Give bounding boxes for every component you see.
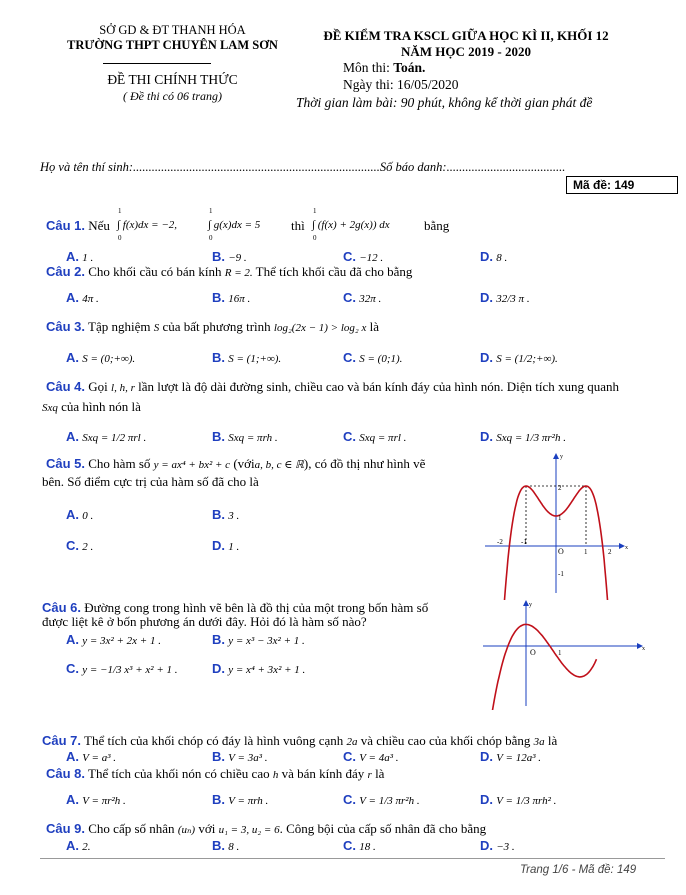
- q3-math: S: [153, 322, 160, 334]
- option-text: V = a³ .: [82, 752, 116, 764]
- option-letter: C.: [66, 661, 79, 676]
- candidate-id-label: Số báo danh:: [379, 160, 447, 174]
- q3-text-3: là: [369, 319, 379, 334]
- y-axis-label: y: [529, 602, 532, 608]
- q4-math: l, h, r: [111, 382, 135, 394]
- q1-lim-top-3: 1: [313, 207, 317, 215]
- exam-title: ĐỀ KIỂM TRA KSCL GIỮA HỌC KÌ II, KHỐI 12: [323, 28, 609, 43]
- option-letter: B.: [212, 507, 225, 522]
- q5-option-c[interactable]: [66, 538, 93, 554]
- option-letter: B.: [212, 249, 225, 264]
- q5-text: Cho hàm số: [88, 456, 151, 471]
- question-1: [46, 218, 110, 234]
- candidate-name-label: Họ và tên thí sinh:: [40, 160, 134, 174]
- question-2: [46, 264, 412, 280]
- q2-option-c[interactable]: [343, 290, 381, 306]
- q9-option-b[interactable]: [212, 838, 239, 854]
- q9-text: Cho cấp số nhân: [88, 821, 175, 836]
- q8-text: Thể tích của khối nón có chiều cao: [88, 766, 270, 781]
- q4-text-3: của hình nón là: [61, 399, 141, 414]
- q7-math: 2a: [346, 736, 358, 748]
- x-axis-label: x: [625, 545, 628, 551]
- department: SỞ GD & ĐT THANH HÓA: [99, 23, 246, 37]
- q7-option-a[interactable]: [66, 749, 116, 765]
- option-letter: A.: [66, 632, 79, 647]
- q7-option-b[interactable]: [212, 749, 268, 765]
- option-letter: C.: [343, 249, 356, 264]
- q1-text-a: Nếu: [88, 218, 110, 233]
- q3-option-c[interactable]: [343, 350, 402, 366]
- y-tick-neg1: -1: [558, 570, 564, 578]
- option-text: 2 .: [82, 541, 94, 553]
- exam-date: Ngày thi: 16/05/2020: [343, 77, 459, 92]
- q1-lim-bot-1: 0: [118, 234, 122, 242]
- q7-option-c[interactable]: [343, 749, 399, 765]
- q4-option-a[interactable]: [66, 429, 146, 445]
- option-letter: A.: [66, 838, 79, 853]
- option-text: y = −1/3 x³ + x² + 1 .: [82, 664, 178, 676]
- option-text: S = (0;+∞).: [82, 353, 136, 365]
- origin-label: O: [558, 547, 564, 556]
- q9-math-2: u₁ = 3, u₂ = 6: [218, 824, 280, 836]
- q1-text-b: thì: [291, 218, 305, 233]
- option-letter: D.: [480, 838, 493, 853]
- q5-option-a[interactable]: [66, 507, 93, 523]
- question-4-line-2: [42, 399, 141, 415]
- q3-option-d[interactable]: [480, 350, 558, 366]
- q6-text: Đường cong trong hình vẽ bên là đồ thị của một trong bốn hàm số: [84, 600, 429, 615]
- q5-math: y = ax⁴ + bx² + c: [153, 459, 231, 471]
- q1-option-d[interactable]: [480, 249, 507, 265]
- option-text: 32π .: [359, 293, 382, 305]
- q7-text-3: là: [547, 733, 558, 748]
- option-letter: B.: [212, 632, 225, 647]
- q5-option-b[interactable]: [212, 507, 239, 523]
- candidate-line: [40, 160, 565, 175]
- q1-integral-3: ∫ (f(x) + 2g(x)) dx: [312, 219, 390, 231]
- option-letter: C.: [343, 350, 356, 365]
- subject-label: Môn thi:: [343, 60, 390, 75]
- option-text: S = (0;1).: [359, 353, 403, 365]
- y-axis-label: y: [560, 454, 563, 460]
- option-letter: D.: [212, 661, 225, 676]
- q6-number: Câu 6.: [42, 600, 82, 615]
- q1-option-c[interactable]: [343, 249, 383, 265]
- q4-option-d[interactable]: [480, 429, 566, 445]
- q1-option-a[interactable]: [66, 249, 93, 265]
- option-text: 8 .: [496, 252, 508, 264]
- q9-math: (uₙ): [177, 824, 196, 836]
- q7-math-2: 3a: [533, 736, 545, 748]
- footer-rule: [40, 858, 665, 859]
- option-text: Sxq = 1/3 πr²h .: [496, 432, 566, 444]
- question-3: [46, 319, 379, 335]
- q2-number: Câu 2.: [46, 264, 86, 279]
- q7-option-d[interactable]: [480, 749, 541, 765]
- option-letter: A.: [66, 792, 79, 807]
- q9-option-a[interactable]: [66, 838, 91, 854]
- school-name: TRƯỜNG THPT CHUYÊN LAM SƠN: [67, 38, 278, 52]
- option-letter: D.: [480, 749, 493, 764]
- q3-text: Tập nghiệm: [88, 319, 151, 334]
- exam-code: Mã đề: 149: [573, 178, 635, 192]
- option-text: Sxq = πrl .: [359, 432, 407, 444]
- x-tick-1: 1: [558, 649, 562, 657]
- q6-option-d[interactable]: [212, 661, 305, 677]
- q6-graph: [478, 598, 648, 710]
- q4-math-2: Sxq: [42, 402, 58, 414]
- question-5: [46, 456, 425, 472]
- option-letter: B.: [212, 792, 225, 807]
- x-tick-neg1: -1: [521, 538, 527, 546]
- option-letter: A.: [66, 249, 79, 264]
- option-letter: A.: [66, 429, 79, 444]
- q4-option-c[interactable]: [343, 429, 406, 445]
- q1-lim-top-1: 1: [118, 207, 122, 215]
- q6-option-c[interactable]: [66, 661, 178, 677]
- question-8: [46, 766, 384, 782]
- option-text: Sxq = πrh .: [228, 432, 278, 444]
- q8-number: Câu 8.: [46, 766, 86, 781]
- question-9: [46, 821, 486, 837]
- option-letter: B.: [212, 749, 225, 764]
- q9-text-3: . Công bội của cấp số nhân đã cho bằng: [279, 821, 487, 836]
- q8-option-d[interactable]: [480, 792, 556, 808]
- option-letter: A.: [66, 749, 79, 764]
- x-axis-label: x: [642, 646, 645, 652]
- option-letter: D.: [480, 249, 493, 264]
- option-text: −12 .: [359, 252, 384, 264]
- q4-number: Câu 4.: [46, 379, 86, 394]
- option-text: V = 1/3 πrh² .: [496, 795, 557, 807]
- option-letter: B.: [212, 290, 225, 305]
- option-text: 0 .: [82, 510, 94, 522]
- option-text: 4π .: [82, 293, 99, 305]
- q1-lim-bot-3: 0: [313, 234, 317, 242]
- official-label: ĐỀ THI CHÍNH THỨC: [107, 72, 238, 87]
- option-text: 1 .: [82, 252, 94, 264]
- q9-text-2: với: [198, 821, 216, 836]
- q8-option-a[interactable]: [66, 792, 126, 808]
- q5-line-2: bên. Số điểm cực trị của hàm số đã cho là: [42, 474, 259, 489]
- option-text: S = (1;+∞).: [228, 353, 282, 365]
- q6-line-2: được liệt kê ở bốn phương án dưới đây. Hỏi đó là hàm số nào?: [42, 614, 367, 629]
- option-letter: B.: [212, 350, 225, 365]
- option-text: V = 12a³ .: [496, 752, 541, 764]
- option-letter: D.: [480, 429, 493, 444]
- q8-math: h: [272, 769, 279, 781]
- option-text: V = 4a³ .: [359, 752, 399, 764]
- q4-text-2: lần lượt là độ dài đường sinh, chiều cao và bán kính đáy của hình nón. Diện tích xung quanh: [138, 379, 620, 394]
- q4-option-b[interactable]: [212, 429, 278, 445]
- q2-option-a[interactable]: [66, 290, 99, 306]
- q9-option-d[interactable]: [480, 838, 515, 854]
- option-text: y = x³ − 3x² + 1 .: [228, 635, 305, 647]
- x-tick-neg2: -2: [497, 538, 503, 546]
- option-letter: A.: [66, 290, 79, 305]
- q1-integral-2: ∫ g(x)dx = 5: [208, 219, 261, 231]
- option-text: y = x⁴ + 3x² + 1 .: [228, 664, 306, 676]
- option-letter: D.: [212, 538, 225, 553]
- option-text: −9 .: [228, 252, 247, 264]
- x-tick-1: 1: [584, 548, 588, 556]
- option-letter: D.: [480, 792, 493, 807]
- option-letter: C.: [343, 792, 356, 807]
- q1-option-b[interactable]: [212, 249, 247, 265]
- subject-line: [343, 60, 425, 76]
- option-text: −3 .: [496, 841, 515, 853]
- q1-lim-top-2: 1: [209, 207, 213, 215]
- q8-option-c[interactable]: [343, 792, 420, 808]
- q3-option-a[interactable]: [66, 350, 135, 366]
- question-7: [42, 733, 557, 749]
- exam-duration: Thời gian làm bài: 90 phút, không kể thời gian phát đề: [296, 95, 593, 110]
- q5-math-2: a, b, c ∈ ℝ: [254, 459, 304, 471]
- q1-lim-bot-2: 0: [209, 234, 213, 242]
- q9-option-c[interactable]: [343, 838, 376, 854]
- option-letter: B.: [212, 838, 225, 853]
- q8-text-3: là: [375, 766, 385, 781]
- exam-code-box: [566, 176, 678, 194]
- y-tick-1: 1: [558, 514, 562, 522]
- option-text: V = 3a³ .: [228, 752, 268, 764]
- option-text: 16π .: [228, 293, 251, 305]
- q8-text-2: và bán kính đáy: [281, 766, 365, 781]
- q6-option-b[interactable]: [212, 632, 305, 648]
- option-text: y = 3x² + 2x + 1 .: [82, 635, 161, 647]
- q2-text-2: Thể tích khối cầu đã cho bằng: [255, 264, 413, 279]
- q7-text-2: và chiều cao của khối chóp bằng: [360, 733, 531, 748]
- q9-number: Câu 9.: [46, 821, 86, 836]
- q1-number: Câu 1.: [46, 218, 86, 233]
- q1-integral-1: ∫ f(x)dx = −2,: [117, 219, 178, 231]
- option-letter: D.: [480, 290, 493, 305]
- page-count: ( Đề thi có 06 trang): [123, 89, 222, 103]
- option-text: 2.: [82, 841, 91, 853]
- q2-option-b[interactable]: [212, 290, 250, 306]
- option-text: 1 .: [228, 541, 240, 553]
- option-letter: C.: [343, 429, 356, 444]
- option-text: S = (1/2;+∞).: [496, 353, 558, 365]
- option-letter: C.: [343, 290, 356, 305]
- candidate-name-field: ...............................................................................: [133, 160, 380, 174]
- option-letter: A.: [66, 350, 79, 365]
- x-tick-2: 2: [608, 548, 612, 556]
- q3-text-2: của bất phương trình: [162, 319, 271, 334]
- q2-text: Cho khối cầu có bán kính: [88, 264, 222, 279]
- q7-text: Thể tích của khối chóp có đáy là hình vuông cạnh: [84, 733, 344, 748]
- header-rule: [103, 63, 211, 64]
- y-tick-2: 2: [558, 484, 562, 492]
- cubic-curve: [487, 624, 597, 710]
- q6-option-a[interactable]: [66, 632, 161, 648]
- candidate-id-field: ......................................: [446, 160, 566, 174]
- q5-number: Câu 5.: [46, 456, 86, 471]
- q2-math: R = 2.: [224, 267, 253, 279]
- q5-text-3: ), có đồ thị như hình vẽ: [303, 456, 426, 471]
- q8-math-2: r: [367, 769, 372, 781]
- q3-math-2: log₂(2x − 1) > log₂ x: [273, 322, 367, 334]
- option-text: 3 .: [228, 510, 240, 522]
- option-text: Sxq = 1/2 πrl .: [82, 432, 147, 444]
- subject: Toán.: [393, 60, 426, 75]
- option-text: 32/3 π .: [496, 293, 530, 305]
- question-4: [46, 379, 619, 395]
- option-letter: C.: [66, 538, 79, 553]
- q3-number: Câu 3.: [46, 319, 86, 334]
- option-letter: D.: [480, 350, 493, 365]
- q1-text-c: bằng: [424, 218, 450, 233]
- school-year: NĂM HỌC 2019 - 2020: [401, 44, 531, 59]
- q5-graph: [480, 450, 630, 600]
- q5-option-d[interactable]: [212, 538, 239, 554]
- q4-text: Gọi: [88, 379, 108, 394]
- option-text: 18 .: [359, 841, 376, 853]
- origin-label: O: [530, 648, 536, 657]
- option-letter: B.: [212, 429, 225, 444]
- option-text: V = πrh .: [228, 795, 269, 807]
- q3-option-b[interactable]: [212, 350, 281, 366]
- option-letter: A.: [66, 507, 79, 522]
- q8-option-b[interactable]: [212, 792, 268, 808]
- option-text: V = πr²h .: [82, 795, 126, 807]
- option-text: 8 .: [228, 841, 240, 853]
- option-letter: C.: [343, 749, 356, 764]
- option-letter: C.: [343, 838, 356, 853]
- option-text: V = 1/3 πr²h .: [359, 795, 420, 807]
- q7-number: Câu 7.: [42, 733, 82, 748]
- page-footer: Trang 1/6 - Mã đề: 149: [520, 864, 637, 876]
- q5-text-2: (với: [233, 456, 255, 471]
- q2-option-d[interactable]: [480, 290, 530, 306]
